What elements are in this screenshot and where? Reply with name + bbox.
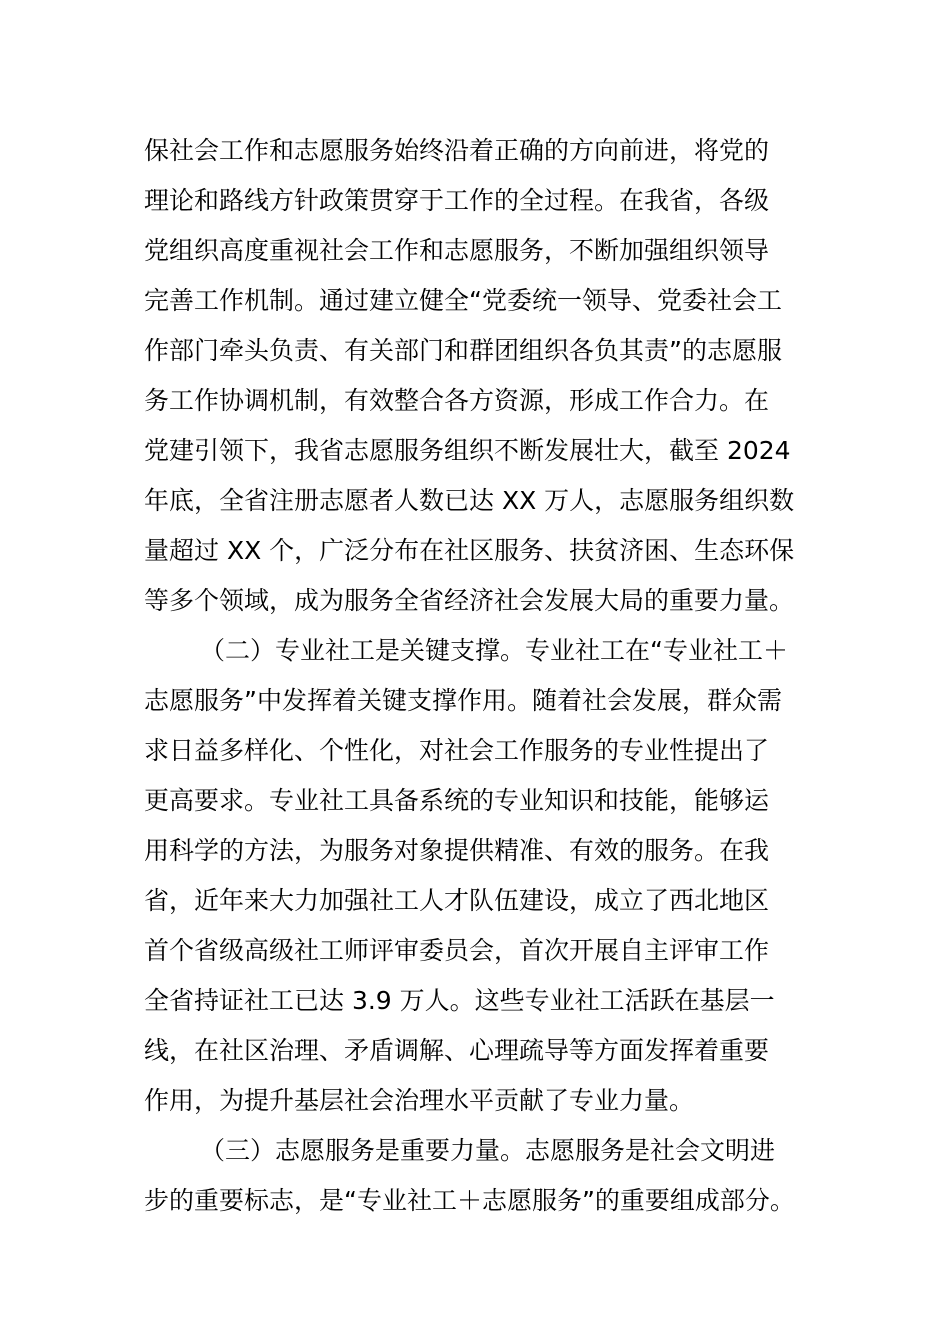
text-line: 作用，为提升基层社会治理水平贡献了专业力量。	[144, 1086, 695, 1115]
paragraph-heading-line: （二）专业社工是关键支撑。专业社工在“专业社工＋	[200, 636, 788, 665]
text-line: 完善工作机制。通过建立健全“党委统一领导、党委社会工	[144, 286, 782, 315]
text-line: 全省持证社工已达 3.9 万人。这些专业社工活跃在基层一	[144, 986, 775, 1015]
text-line: 务工作协调机制，有效整合各方资源，形成工作合力。在	[144, 386, 770, 415]
text-line: 等多个领域，成为服务全省经济社会发展大局的重要力量。	[144, 586, 795, 615]
text-line: 理论和路线方针政策贯穿于工作的全过程。在我省，各级	[144, 186, 770, 215]
text-line: 志愿服务”中发挥着关键支撑作用。随着社会发展，群众需	[144, 686, 782, 715]
document-body	[144, 126, 824, 1226]
text-line: 线，在社区治理、矛盾调解、心理疏导等方面发挥着重要	[144, 1036, 770, 1065]
text-line: 作部门牵头负责、有关部门和群团组织各负其责”的志愿服	[144, 336, 782, 365]
text-line: 首个省级高级社工师评审委员会，首次开展自主评审工作	[144, 936, 770, 965]
text-line: 用科学的方法，为服务对象提供精准、有效的服务。在我	[144, 836, 770, 865]
text-line: 省，近年来大力加强社工人才队伍建设，成立了西北地区	[144, 886, 770, 915]
text-line: 党组织高度重视社会工作和志愿服务，不断加强组织领导	[144, 236, 770, 265]
text-line: 更高要求。专业社工具备系统的专业知识和技能，能够运	[144, 786, 770, 815]
text-line: 步的重要标志，是“专业社工＋志愿服务”的重要组成部分。	[144, 1186, 795, 1215]
text-line: 求日益多样化、个性化，对社会工作服务的专业性提出了	[144, 736, 770, 765]
text-line: 年底，全省注册志愿者人数已达 XX 万人，志愿服务组织数	[144, 486, 795, 515]
text-line: 党建引领下，我省志愿服务组织不断发展壮大，截至 2024	[144, 436, 791, 465]
text-line: 保社会工作和志愿服务始终沿着正确的方向前进，将党的	[144, 136, 770, 165]
paragraph-heading-line: （三）志愿服务是重要力量。志愿服务是社会文明进	[200, 1136, 776, 1165]
text-line: 量超过 XX 个，广泛分布在社区服务、扶贫济困、生态环保	[144, 536, 795, 565]
